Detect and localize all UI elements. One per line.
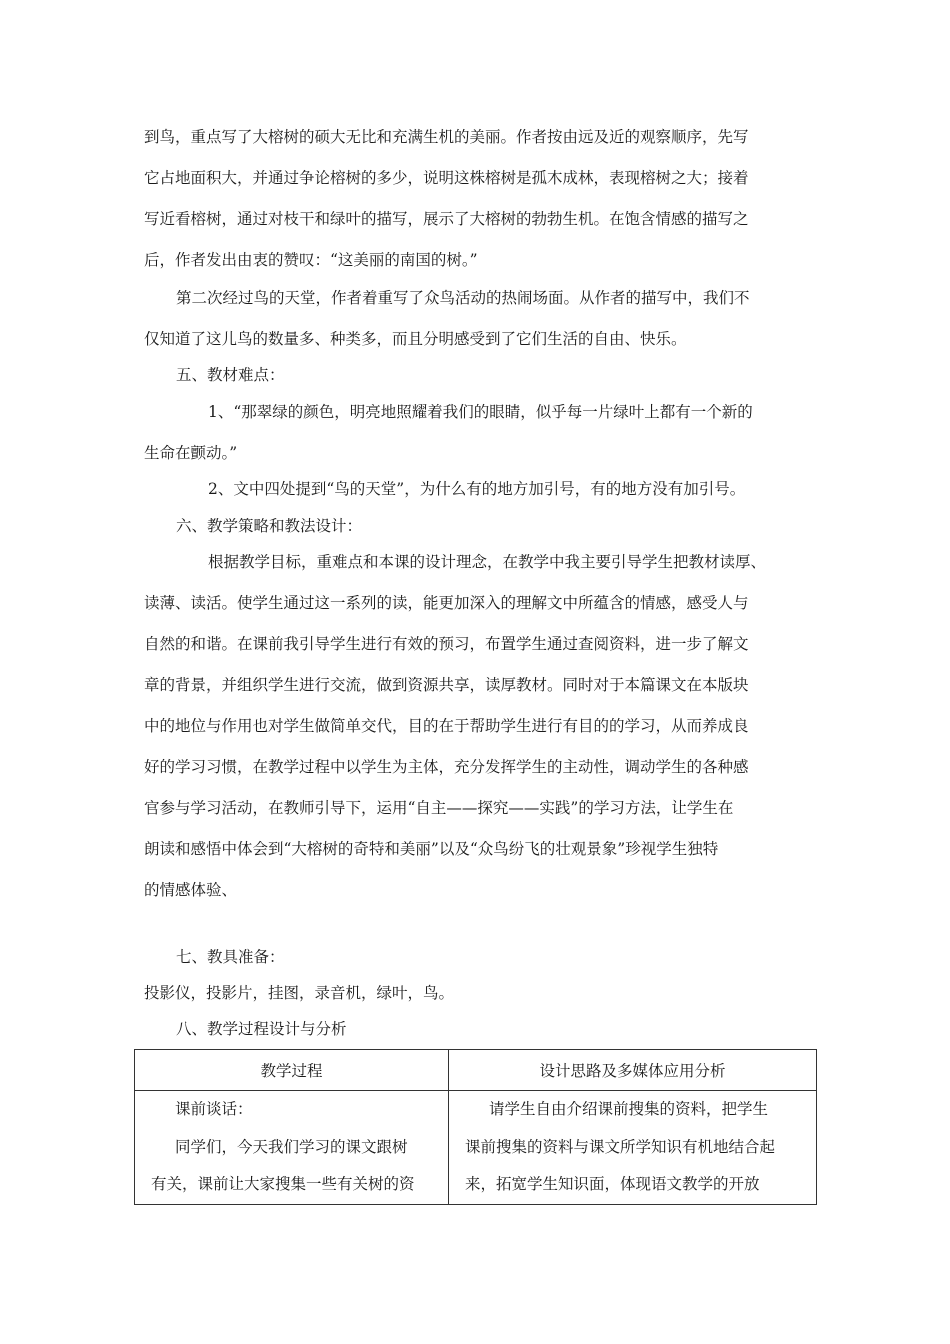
cell-line: 课前谈话： xyxy=(175,1100,253,1118)
teaching-process-table xyxy=(134,1049,817,1205)
table-header: 教学过程 xyxy=(135,1050,449,1091)
paragraph-line: 的情感体验、 xyxy=(144,881,238,899)
section-heading-5: 五、教材难点： xyxy=(176,366,285,384)
difficulty-item-2: 2、文中四处提到“鸟的天堂”，为什么有的地方加引号，有的地方没有加引号。 xyxy=(208,480,746,498)
table-cell xyxy=(135,1091,449,1205)
paragraph-line: 写近看榕树，通过对枝干和绿叶的描写，展示了大榕树的勃勃生机。在饱含情感的描写之 xyxy=(144,210,749,228)
paragraph-line: 中的地位与作用也对学生做简单交代，目的在于帮助学生进行有目的的学习，从而养成良 xyxy=(144,717,749,735)
paragraph-line: 好的学习习惯，在教学过程中以学生为主体，充分发挥学生的主动性，调动学生的各种感 xyxy=(144,758,749,776)
paragraph-line: 根据教学目标，重难点和本课的设计理念，在教学中我主要引导学生把教材读厚、 xyxy=(208,553,767,571)
table-header: 设计思路及多媒体应用分析 xyxy=(449,1050,817,1091)
cell-line: 请学生自由介绍课前搜集的资料，把学生 xyxy=(489,1100,769,1118)
cell-line: 有关，课前让大家搜集一些有关树的资 xyxy=(151,1175,415,1193)
table-header-row xyxy=(135,1050,817,1091)
paragraph-line: 章的背景，并组织学生进行交流，做到资源共享，读厚教材。同时对于本篇课文在本版块 xyxy=(144,676,749,694)
paragraph-line: 投影仪，投影片，挂图，录音机，绿叶，鸟。 xyxy=(144,984,455,1002)
paragraph-line: 后，作者发出由衷的赞叹：“这美丽的南国的树。” xyxy=(144,251,478,269)
section-heading-7: 七、教具准备： xyxy=(176,948,285,966)
difficulty-item-1: 1、“那翠绿的颜色，明亮地照耀着我们的眼睛，似乎每一片绿叶上都有一个新的 xyxy=(208,403,753,421)
table-row xyxy=(135,1091,817,1205)
paragraph-line: 官参与学习活动，在教师引导下，运用“自主——探究——实践”的学习方法，让学生在 xyxy=(144,799,734,817)
paragraph-line: 自然的和谐。在课前我引导学生进行有效的预习，布置学生通过查阅资料，进一步了解文 xyxy=(144,635,749,653)
cell-line: 同学们，今天我们学习的课文跟树 xyxy=(175,1137,408,1156)
paragraph-line: 仅知道了这儿鸟的数量多、种类多，而且分明感受到了它们生活的自由、快乐。 xyxy=(144,330,687,348)
paragraph-line: 生命在颤动。” xyxy=(144,444,238,462)
paragraph-line: 到鸟，重点写了大榕树的硕大无比和充满生机的美丽。作者按由远及近的观察顺序，先写 xyxy=(144,128,749,146)
paragraph-line: 第二次经过鸟的天堂，作者着重写了众鸟活动的热闹场面。从作者的描写中，我们不 xyxy=(176,289,750,307)
section-heading-8: 八、教学过程设计与分析 xyxy=(176,1020,347,1038)
paragraph-line: 读薄、读活。使学生通过这一系列的读，能更加深入的理解文中所蕴含的情感，感受人与 xyxy=(144,594,749,612)
cell-line: 课前搜集的资料与课文所学知识有机地结合起 xyxy=(465,1137,776,1156)
table-cell xyxy=(449,1091,817,1205)
paragraph-line: 它占地面积大，并通过争论榕树的多少，说明这株榕树是孤木成林，表现榕树之大；接着 xyxy=(144,169,749,187)
paragraph-line: 朗读和感悟中体会到“大榕树的奇特和美丽”以及“众鸟纷飞的壮观景象”珍视学生独特 xyxy=(144,840,719,858)
section-heading-6: 六、教学策略和教法设计： xyxy=(176,517,363,535)
cell-line: 来，拓宽学生知识面，体现语文教学的开放 xyxy=(465,1175,760,1193)
